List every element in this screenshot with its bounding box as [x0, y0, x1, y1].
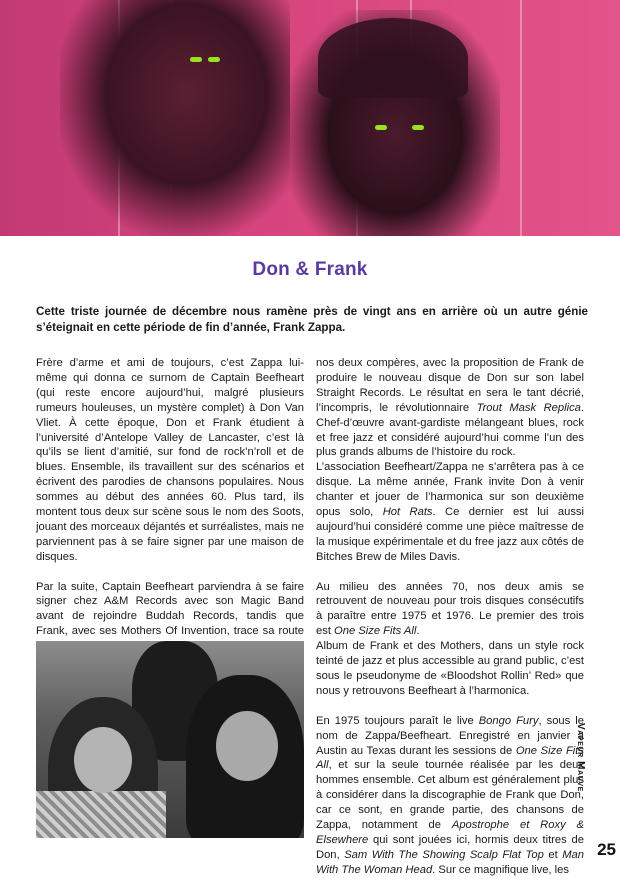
paragraph: Par la suite, Captain Beefheart parviendra à se faire signer chez A&M Records avec son Magic Band avant de rejoindre Buddah Records, tandis que Frank, avec ses Mothers Of Invention, trace sa route — [36, 580, 304, 638]
paragraph: Frère d’arme et ami de toujours, c’est Zappa lui-même qui donna ce surnom de Captain Beefheart (qui reste encore aujourd’hui, malgré plusieurs rumeurs houleuses, un mystère complet) à Don Van Vliet. À cette époque, Don et Frank étudient à l’université d’Antelope Valley de Lancaster, c’est là qu’ils se lient d’amitié, sur fond de rock’n’roll et de blues. Ensemble, ils travaillent sur des scénarios et écrivent des parodies de chansons populaires. Nous sommes au début des années 60. Plus tard, ils montent tous deux sur scène sous le nom des Soots, jouant des morceaux déjantés et surréalistes, mais ne parviennent pas à se faire signer par une maison de disques. — [36, 357, 304, 563]
right-column — [316, 356, 584, 893]
paragraph: Au milieu des années 70, nos deux amis se retrouvent de nouveau pour trois disques consécutifs à paraître entre 1975 et 1976. Le premier des trois est One Size Fits All. — [316, 580, 584, 638]
portrait-frank-zappa — [60, 0, 290, 236]
paragraph: L’association Beefheart/Zappa ne s’arrêtera pas à ce disque. La même année, Frank invite Don à venir chanter et jouer de l’harmonica sur son deuxième opus solo, Hot Rats. Ce dernier est lui aussi aujourd’hui considéré comme une pièce maîtresse de la musique expérimentale et du free jazz aux côtés de Bitches Brew de Miles Davis. — [316, 461, 585, 563]
paragraph: Album de Frank et des Mothers, dans un style rock teinté de jazz et plus accessible au grand public, c’est sous le pseudonyme de «Bloodshot Rollin’ Red» que nous y retrouvons Beefheart à l’harmonica. — [316, 640, 584, 697]
photo-streak — [520, 0, 522, 236]
eye-highlight — [190, 57, 202, 62]
eye-highlight — [208, 57, 220, 62]
photo-face — [74, 727, 132, 793]
hat-shape — [318, 18, 468, 98]
magazine-name: Vapeur Mauve — [575, 723, 586, 792]
hero-photo-frank-and-don — [0, 0, 620, 236]
eye-highlight — [412, 125, 424, 130]
photo-face — [216, 711, 278, 781]
article-title: Don & Frank — [252, 259, 368, 280]
article-lead: Cette triste journée de décembre nous ramène près de vingt ans en arrière où un autre génie s’éteignait en cette période de fin d’année, Frank Zappa. — [36, 305, 588, 334]
eye-highlight — [375, 125, 387, 130]
left-column — [36, 356, 304, 669]
paragraph: En 1975 toujours paraît le live Bongo Fury, sous le nom de Zappa/Beefheart. Enregistré en janvier à Austin au Texas durant les sessions de One Size Fits All, et sur la seule tournée réalisée par les deux hommes ensemble. Cet album est généralement plus à considérer dans la discographie de Frank que Don, car ce sont, en grande partie, des chansons de Zappa, notamment de Apostrophe et Roxy & Elsewhere qui sont jouées ici, hormis deux titres de Don, Sam With The Showing Scalp Flat Top et Man With The Woman Head. Sur ce magnifique live, les — [316, 714, 584, 876]
paragraph: nos deux compères, avec la proposition de Frank de produire le nouveau disque de Don sur son label Straight Records. Le résultat en sera le tant décrié, l’incompris, le révolutionnaire Trout Mask Replica. Chef-d’œuvre avant-gardiste mélangeant blues, rock et free jazz et considéré aujourd’hui comme l’un des plus grands albums de l’histoire du rock. — [316, 357, 584, 459]
photo-band-members — [36, 641, 304, 838]
photo-shirt — [36, 791, 166, 838]
page-number: 25 — [597, 840, 616, 859]
